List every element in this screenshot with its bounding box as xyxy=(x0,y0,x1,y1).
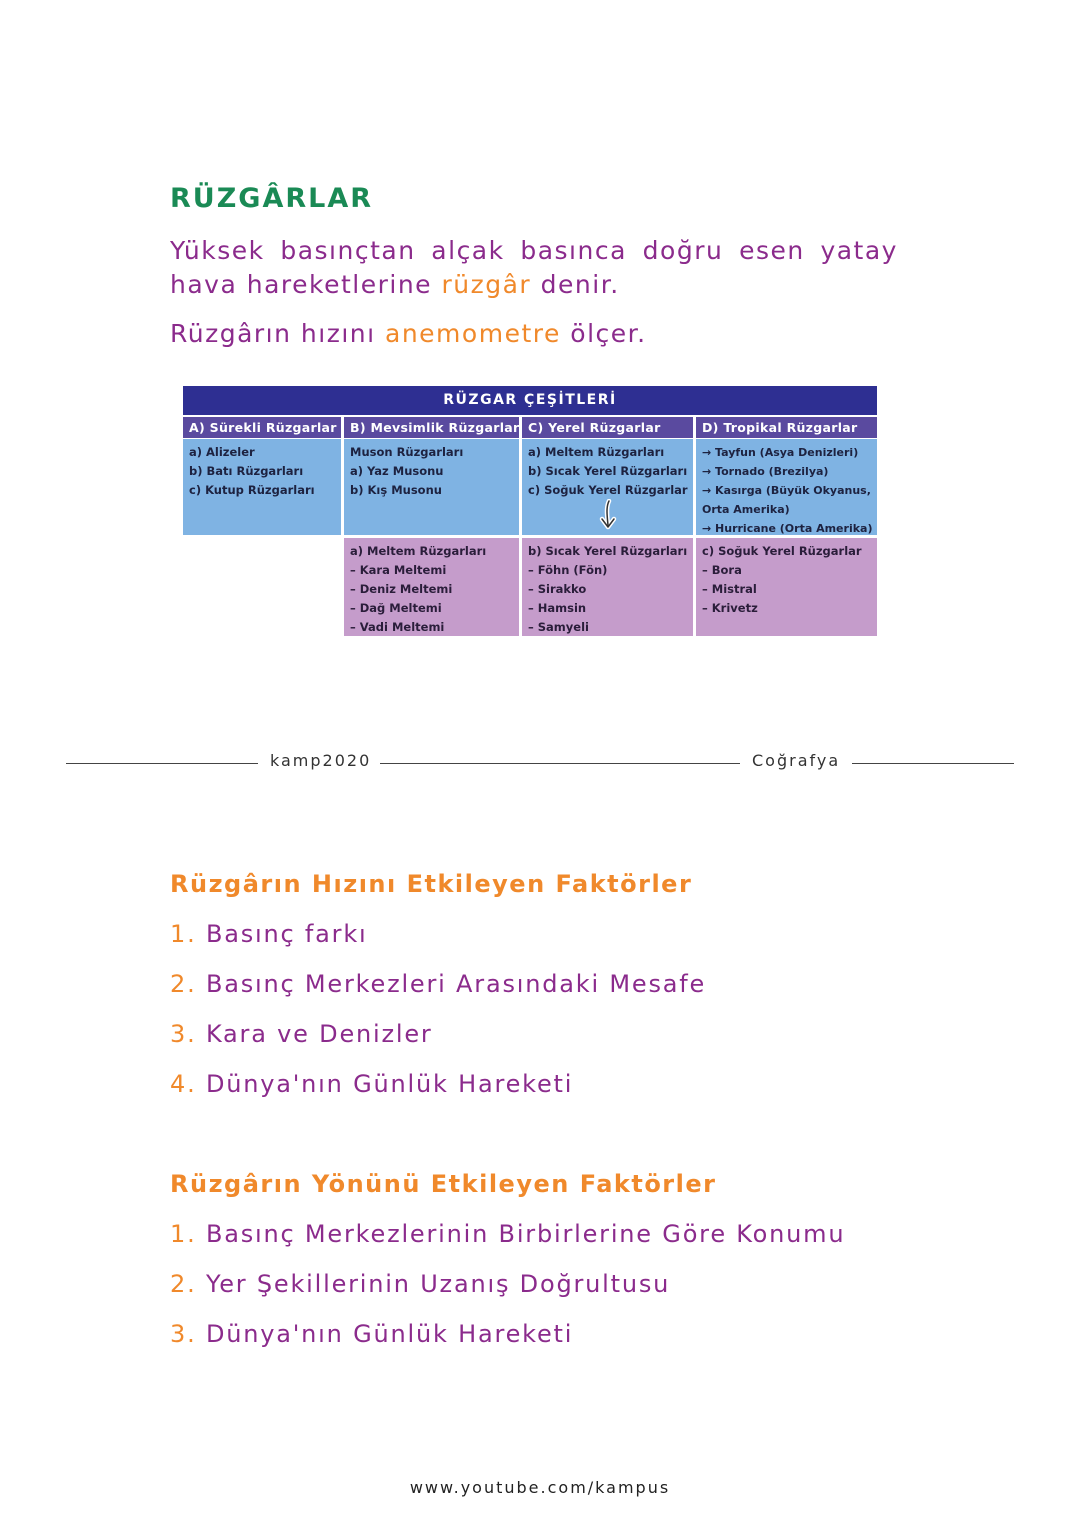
direction-factor-item xyxy=(170,1270,670,1298)
list-item: a) Alizeler xyxy=(189,445,255,459)
cell-b-items xyxy=(344,439,519,535)
list-item: c) Soğuk Yerel Rüzgarlar xyxy=(528,483,688,497)
list-item: a) Yaz Musonu xyxy=(350,464,444,478)
text: ölçer. xyxy=(560,319,647,348)
cell-d-items xyxy=(696,439,877,535)
text: denir. xyxy=(531,270,620,299)
definition-line-2 xyxy=(170,268,898,302)
cell-c-subitems xyxy=(522,538,693,636)
word: alçak xyxy=(431,236,505,265)
list-item: – Kara Meltemi xyxy=(350,563,447,577)
direction-factor-item xyxy=(170,1220,845,1248)
list-item: – Samyeli xyxy=(528,620,589,634)
highlight-term: rüzgâr xyxy=(441,270,532,299)
list-item: a) Meltem Rüzgarları xyxy=(350,544,487,558)
footer-url: www.youtube.com/kampus xyxy=(409,1478,671,1497)
list-item: b) Sıcak Yerel Rüzgarları xyxy=(528,464,688,478)
list-item: b) Kış Musonu xyxy=(350,483,442,497)
word: Yüksek xyxy=(170,236,265,265)
item-number: 4. xyxy=(170,1070,197,1098)
word: yatay xyxy=(820,236,898,265)
list-item: – Dağ Meltemi xyxy=(350,601,442,615)
list-item: b) Sıcak Yerel Rüzgarları xyxy=(528,544,688,558)
list-item: b) Batı Rüzgarları xyxy=(189,464,304,478)
list-item: – Deniz Meltemi xyxy=(350,582,453,596)
direction-factor-item xyxy=(170,1320,573,1348)
list-item: – Mistral xyxy=(702,582,757,596)
speed-factor-item xyxy=(170,1070,573,1098)
table-title: RÜZGAR ÇEŞİTLERİ xyxy=(183,386,877,415)
list-item: – Föhn (Fön) xyxy=(528,563,608,577)
definition-line-1 xyxy=(170,234,898,268)
item-number: 2. xyxy=(170,970,197,998)
item-number: 2. xyxy=(170,1270,197,1298)
cell-c-items xyxy=(522,439,693,535)
item-text: Yer Şekillerinin Uzanış Doğrultusu xyxy=(205,1270,671,1298)
item-number: 3. xyxy=(170,1020,197,1048)
column-header-c: C) Yerel Rüzgarlar xyxy=(522,417,693,438)
list-item: – Krivetz xyxy=(702,601,758,615)
speed-factor-item xyxy=(170,1020,433,1048)
column-header-d: D) Tropikal Rüzgarlar xyxy=(696,417,877,438)
speed-factor-item xyxy=(170,970,706,998)
word: doğru xyxy=(642,236,724,265)
list-item: c) Kutup Rüzgarları xyxy=(189,483,315,497)
page-title: RÜZGÂRLAR xyxy=(170,183,374,214)
column-header-b: B) Mevsimlik Rüzgarlar xyxy=(344,417,519,438)
item-text: Basınç Merkezleri Arasındaki Mesafe xyxy=(205,970,707,998)
arrow-down-icon xyxy=(598,499,618,531)
speed-factors-heading: Rüzgârın Hızını Etkileyen Faktörler xyxy=(170,870,693,898)
cell-a-items xyxy=(183,439,341,535)
item-text: Dünya'nın Günlük Hareketi xyxy=(205,1320,574,1348)
list-item: → Kasırga (Büyük Okyanus, xyxy=(702,484,871,497)
list-item: – Vadi Meltemi xyxy=(350,620,445,634)
list-item: → Hurricane (Orta Amerika) xyxy=(702,522,873,535)
list-item: – Bora xyxy=(702,563,742,577)
column-header-a: A) Sürekli Rüzgarlar xyxy=(183,417,341,438)
word: basınçtan xyxy=(280,236,416,265)
text: Rüzgârın hızını xyxy=(170,319,386,348)
divider-line xyxy=(380,763,740,764)
divider-line xyxy=(852,763,1014,764)
measurement-sentence xyxy=(170,319,647,348)
list-item: → Tayfun (Asya Denizleri) xyxy=(702,446,859,459)
item-text: Basınç farkı xyxy=(205,920,368,948)
cell-b-subitems xyxy=(344,538,519,636)
word: basınca xyxy=(520,236,627,265)
definition-paragraph xyxy=(170,234,898,302)
item-text: Dünya'nın Günlük Hareketi xyxy=(205,1070,574,1098)
item-text: Kara ve Denizler xyxy=(205,1020,433,1048)
list-item: → Tornado (Brezilya) xyxy=(702,465,829,478)
direction-factors-heading: Rüzgârın Yönünü Etkileyen Faktörler xyxy=(170,1170,717,1198)
list-item: – Sirakko xyxy=(528,582,587,596)
list-item: – Hamsin xyxy=(528,601,587,615)
wind-types-table xyxy=(183,386,877,636)
cell-d-subitems xyxy=(696,538,877,636)
list-item: c) Soğuk Yerel Rüzgarlar xyxy=(702,544,862,558)
list-item: a) Meltem Rüzgarları xyxy=(528,445,665,459)
text: hava hareketlerine xyxy=(170,270,442,299)
speed-factor-item xyxy=(170,920,368,948)
divider-line xyxy=(66,763,258,764)
list-item: Muson Rüzgarları xyxy=(350,445,464,459)
word: esen xyxy=(739,236,805,265)
item-number: 3. xyxy=(170,1320,197,1348)
highlight-term: anemometre xyxy=(385,319,561,348)
list-item: Orta Amerika) xyxy=(702,503,790,516)
subject-label: Coğrafya xyxy=(752,751,841,770)
item-number: 1. xyxy=(170,920,197,948)
item-number: 1. xyxy=(170,1220,197,1248)
series-label: kamp2020 xyxy=(270,751,372,770)
item-text: Basınç Merkezlerinin Birbirlerine Göre Konumu xyxy=(205,1220,846,1248)
